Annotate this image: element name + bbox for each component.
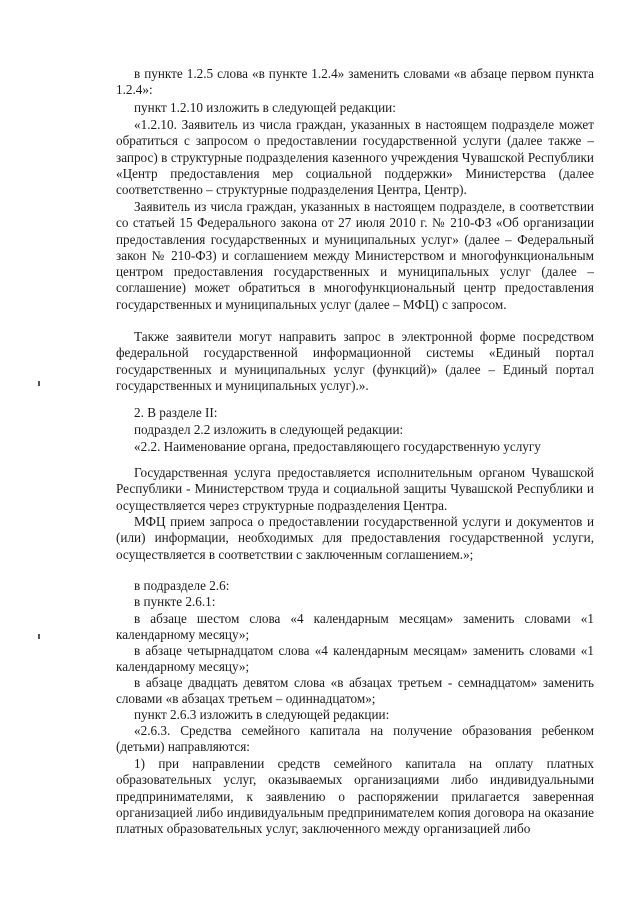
paragraph-7: подраздел 2.2 изложить в следующей редакции: [134,422,404,437]
paragraph-16: пункт 2.6.3 изложить в следующей редакции: [134,707,390,722]
paragraph-18: 1) при направлении средств семейного капитала на оплату платных образовательных услуг, оказываемых организациями либо индивидуальными предпринимателями, к заявлению о распоряжении прилагается заверенная организацией либо индивидуальным предпринимателем копия договора на оказание платных образовательных услуг, заключенного между организацией либо [116,756,594,837]
paragraph-1: в пункте 1.2.5 слова «в пункте 1.2.4» заменить словами «в абзаце первом пункта 1.2.4»: [116,66,594,98]
paragraph-15: в абзаце двадцать девятом слова «в абзацах третьем - семнадцатом» заменить словами «в абзацах третьем – одиннадцатом»; [116,675,594,707]
section-heading: 2. В разделе II: [134,405,218,420]
paragraph-14: в абзаце четырнадцатом слова «4 календарным месяцам» заменить словами «1 календарному месяцу»; [116,643,594,675]
paragraph-12: в пункте 2.6.1: [134,594,216,609]
paragraph-5: Также заявители могут направить запрос в электронной форме посредством федеральной государственной информационной системы «Единый портал государственных и муниципальных услуг (функций)» (далее – Единый портал государственных и муниципальных услуг).». [116,329,594,393]
paragraph-2: пункт 1.2.10 изложить в следующей редакции: [134,100,396,115]
paragraph-17: «2.6.3. Средства семейного капитала на получение образования ребенком (детьми) направляются: [116,723,594,755]
paragraph-9: Государственная услуга предоставляется исполнительным органом Чувашской Республики - Министерством труда и социальной защиты Чувашской Республики и осуществляется через структурные подразделения Центра. [116,465,594,513]
subsection-title: «2.2. Наименование органа, предоставляющего государственную услугу [134,439,541,454]
paragraph-3: «1.2.10. Заявитель из числа граждан, указанных в настоящем подразделе может обратиться с запросом о предоставлении государственной услуги (далее также – запрос) в структурные подразделения казенного учреждения Чувашской Республики «Центр предоставления мер социальной поддержки» Министерства (далее соответственно – структурные подразделения Центра, Центр). [116,117,594,198]
paragraph-10: МФЦ прием запроса о предоставлении государственной услуги и документов и (или) информации, необходимых для предоставления государственной услуги, осуществляется в соответствии с заключенным соглашением.»; [116,514,594,562]
paragraph-11: в подразделе 2.6: [134,578,230,593]
paragraph-4: Заявитель из числа граждан, указанных в настоящем подразделе, в соответствии со статьей 15 Федерального закона от 27 июля 2010 г. № 210-ФЗ «Об организации предоставления государственных и муниципальных услуг» (далее – Федеральный закон № 210-ФЗ) и соглашением между Министерством и многофункциональным центром предоставления государственных и муниципальных услуг (далее – соглашение) может обратиться в многофункциональный центр предоставления государственных и муниципальных услуг (далее – МФЦ) с запросом. [116,199,594,312]
margin-mark [38,381,40,386]
margin-mark [38,634,40,639]
paragraph-13: в абзаце шестом слова «4 календарным месяцам» заменить словами «1 календарному месяцу»; [116,611,594,643]
